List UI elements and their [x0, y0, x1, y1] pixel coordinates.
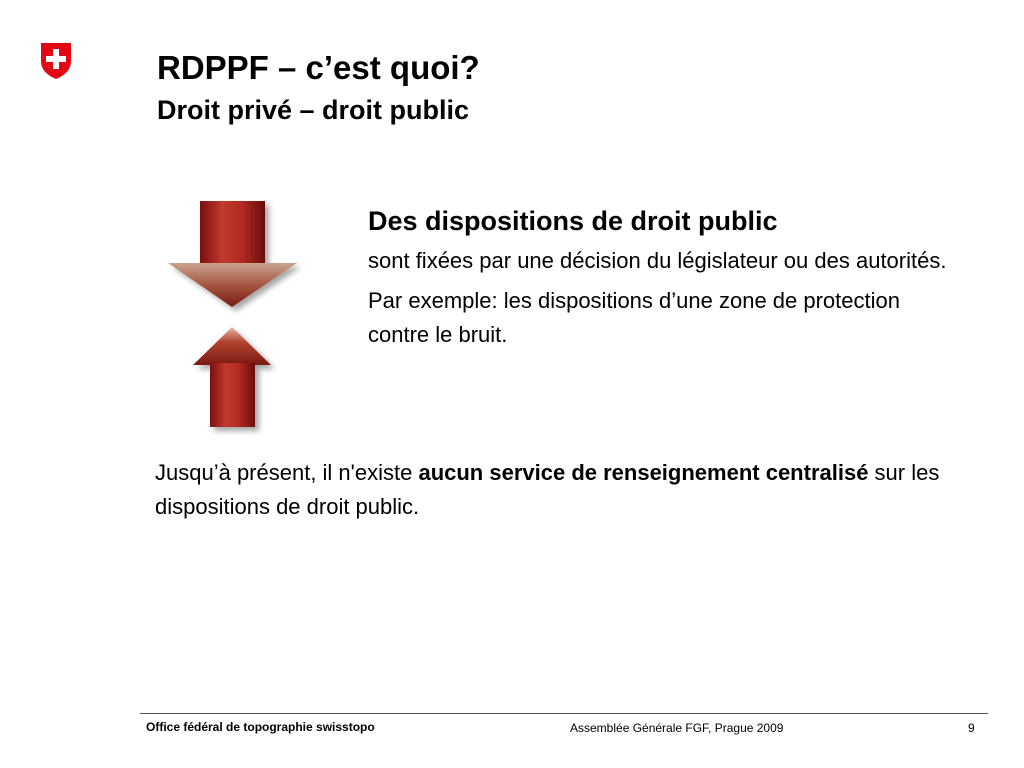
statement-bold: aucun service de renseignement centralisé — [418, 460, 869, 485]
block-paragraph-definition: sont fixées par une décision du législateur ou des autorités. — [368, 248, 947, 273]
page-number: 9 — [968, 721, 975, 735]
statement-part2: sur les dispositions de droit public. — [155, 460, 940, 519]
arrow-up-icon — [193, 327, 271, 427]
footer-event: Assemblée Générale FGF, Prague 2009 — [570, 721, 784, 735]
content-block — [368, 202, 968, 358]
block-heading: Des dispositions de droit public — [368, 206, 778, 236]
slide-title: RDPPF – c’est quoi? — [157, 49, 480, 86]
arrow-down-icon — [168, 201, 297, 307]
footer-divider — [140, 713, 988, 714]
arrows-graphic — [160, 195, 310, 445]
statement-part1: Jusqu’à présent, il n'existe — [155, 460, 419, 485]
statement-text — [155, 456, 975, 524]
block-paragraph-example: Par exemple: les dispositions d’une zone de protection contre le bruit. — [368, 288, 900, 347]
slide-subtitle: Droit privé – droit public — [157, 95, 470, 125]
footer-organization: Office fédéral de topographie swisstopo — [146, 720, 375, 734]
swiss-cross-shield-icon — [39, 41, 73, 81]
